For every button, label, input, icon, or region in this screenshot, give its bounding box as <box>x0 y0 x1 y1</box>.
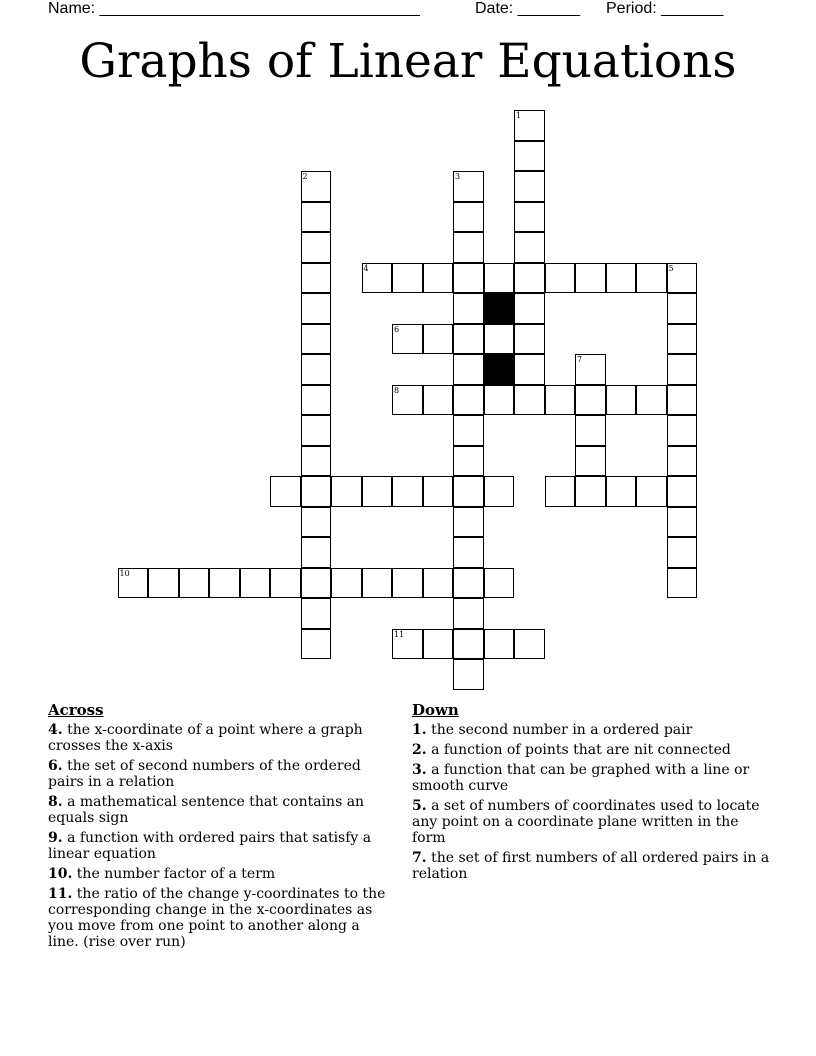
clue-number: 7 <box>577 355 583 364</box>
crossword-cell[interactable] <box>453 263 484 294</box>
across-clues <box>48 702 393 954</box>
crossword-cell[interactable] <box>453 629 484 660</box>
across-clue <box>48 794 393 826</box>
crossword-cell[interactable] <box>667 293 698 324</box>
crossword-cell[interactable] <box>301 415 332 446</box>
clue-number: 11. <box>48 886 73 902</box>
crossword-cell[interactable] <box>514 232 545 263</box>
clue-number: 2 <box>302 172 308 181</box>
clue-text: the second number in a ordered pair <box>426 722 693 738</box>
crossword-cell[interactable] <box>667 507 698 538</box>
crossword-cell[interactable] <box>301 232 332 263</box>
crossword-cell[interactable] <box>667 415 698 446</box>
crossword-cell[interactable] <box>575 263 606 294</box>
clue-number: 2. <box>412 742 427 758</box>
crossword-cell[interactable] <box>148 568 179 599</box>
clue-number: 9. <box>48 830 63 846</box>
crossword-cell[interactable] <box>453 507 484 538</box>
crossword-cell[interactable] <box>545 476 576 507</box>
crossword-cell[interactable] <box>606 263 637 294</box>
crossword-cell[interactable] <box>362 568 393 599</box>
crossword-cell[interactable] <box>453 476 484 507</box>
crossword-cell[interactable] <box>575 354 606 385</box>
crossword-cell[interactable] <box>575 415 606 446</box>
clue-text: the x-coordinate of a point where a graph crosses the x-axis <box>48 722 363 754</box>
clue-number: 8 <box>394 385 400 395</box>
clue-number: 10 <box>119 568 130 578</box>
crossword-cell[interactable] <box>514 141 545 172</box>
down-clues <box>412 702 772 886</box>
blocked-cell <box>484 354 515 385</box>
crossword-cell[interactable] <box>636 385 667 416</box>
crossword-cell[interactable] <box>453 354 484 385</box>
crossword-cell[interactable] <box>423 568 454 599</box>
crossword-cell[interactable] <box>392 324 423 355</box>
blocked-cell <box>484 293 515 324</box>
crossword-cell[interactable] <box>575 476 606 507</box>
crossword-cell[interactable] <box>484 385 515 416</box>
crossword-cell[interactable] <box>301 537 332 568</box>
crossword-cell[interactable] <box>636 476 667 507</box>
crossword-cell[interactable] <box>453 232 484 263</box>
down-clue <box>412 798 772 846</box>
crossword-cell[interactable] <box>301 446 332 477</box>
crossword-cell[interactable] <box>301 385 332 416</box>
crossword-cell[interactable] <box>453 202 484 233</box>
down-clue <box>412 742 772 758</box>
clue-number: 6. <box>48 758 63 774</box>
clue-text: a mathematical sentence that contains an equals sign <box>48 794 365 826</box>
across-clue <box>48 886 393 950</box>
crossword-cell[interactable] <box>667 263 698 294</box>
crossword-cell[interactable] <box>392 263 423 294</box>
crossword-cell[interactable] <box>514 263 545 294</box>
down-heading: Down <box>412 701 459 719</box>
crossword-cell[interactable] <box>301 568 332 599</box>
crossword-cell[interactable] <box>667 385 698 416</box>
crossword-cell[interactable] <box>301 263 332 294</box>
clue-text: a function with ordered pairs that satisfy a linear equation <box>48 830 372 862</box>
crossword-cell[interactable] <box>514 354 545 385</box>
crossword-cell[interactable] <box>606 385 637 416</box>
crossword-cell[interactable] <box>484 263 515 294</box>
crossword-cell[interactable] <box>514 385 545 416</box>
crossword-cell[interactable] <box>667 476 698 507</box>
clue-number: 5 <box>668 263 674 273</box>
clue-number: 7. <box>412 850 427 866</box>
clue-number: 11 <box>394 629 405 639</box>
crossword-cell[interactable] <box>392 385 423 416</box>
clue-text: the set of second numbers of the ordered pairs in a relation <box>48 758 361 790</box>
crossword-cell[interactable] <box>453 659 484 690</box>
crossword-cell[interactable] <box>636 263 667 294</box>
crossword-cell[interactable] <box>270 568 301 599</box>
crossword-cell[interactable] <box>453 171 484 202</box>
period-field[interactable]: Period: _______ <box>606 0 724 17</box>
down-clue <box>412 850 772 882</box>
crossword-cell[interactable] <box>575 385 606 416</box>
across-clue <box>48 866 393 882</box>
crossword-cell[interactable] <box>667 324 698 355</box>
name-field[interactable]: Name: ____________________________________ <box>48 0 420 17</box>
crossword-cell[interactable] <box>514 629 545 660</box>
crossword-cell[interactable] <box>484 568 515 599</box>
crossword-cell[interactable] <box>209 568 240 599</box>
clue-text: the ratio of the change y-coordinates to the corresponding change in the x-coordinates as you move from one point to another along a line. (rise over run) <box>48 886 386 950</box>
crossword-cell[interactable] <box>667 354 698 385</box>
crossword-cell[interactable] <box>667 568 698 599</box>
crossword-cell[interactable] <box>453 385 484 416</box>
crossword-cell[interactable] <box>514 171 545 202</box>
crossword-cell[interactable] <box>301 324 332 355</box>
down-clue <box>412 722 772 738</box>
clue-number: 8. <box>48 794 63 810</box>
clue-number: 3. <box>412 762 427 778</box>
crossword-cell[interactable] <box>667 537 698 568</box>
crossword-cell[interactable] <box>667 446 698 477</box>
crossword-cell[interactable] <box>270 476 301 507</box>
clue-text: a function that can be graphed with a line or smooth curve <box>412 762 750 794</box>
crossword-cell[interactable] <box>301 476 332 507</box>
crossword-cell[interactable] <box>301 293 332 324</box>
across-clue <box>48 830 393 862</box>
down-clue <box>412 762 772 794</box>
clue-text: a function of points that are nit connected <box>426 742 731 758</box>
crossword-cell[interactable] <box>301 598 332 629</box>
crossword-cell[interactable] <box>362 263 393 294</box>
crossword-cell[interactable] <box>423 324 454 355</box>
crossword-cell[interactable] <box>423 263 454 294</box>
crossword-cell[interactable] <box>392 629 423 660</box>
across-heading: Across <box>48 701 104 719</box>
clue-text: a set of numbers of coordinates used to locate any point on a coordinate plane written in the form <box>412 798 760 846</box>
crossword-cell[interactable] <box>423 476 454 507</box>
page-title: Graphs of Linear Equations <box>79 34 737 89</box>
crossword-cell[interactable] <box>545 263 576 294</box>
clue-number: 4 <box>363 263 369 273</box>
crossword-cell[interactable] <box>423 629 454 660</box>
crossword-cell[interactable] <box>484 476 515 507</box>
clue-number: 6 <box>394 324 400 334</box>
crossword-cell[interactable] <box>606 476 637 507</box>
crossword-cell[interactable] <box>453 446 484 477</box>
crossword-cell[interactable] <box>545 385 576 416</box>
crossword-cell[interactable] <box>484 629 515 660</box>
crossword-cell[interactable] <box>301 202 332 233</box>
crossword-cell[interactable] <box>453 568 484 599</box>
date-field[interactable]: Date: _______ <box>475 0 580 17</box>
crossword-cell[interactable] <box>423 385 454 416</box>
across-clue <box>48 758 393 790</box>
crossword-cell[interactable] <box>514 293 545 324</box>
clue-text: the set of first numbers of all ordered pairs in a relation <box>412 850 770 882</box>
crossword-cell[interactable] <box>514 202 545 233</box>
crossword-cell[interactable] <box>301 354 332 385</box>
crossword-cell[interactable] <box>301 171 332 202</box>
clue-text: the number factor of a term <box>72 866 276 882</box>
crossword-cell[interactable] <box>453 293 484 324</box>
crossword-cell[interactable] <box>453 537 484 568</box>
crossword-cell[interactable] <box>362 476 393 507</box>
crossword-cell[interactable] <box>240 568 271 599</box>
crossword-cell[interactable] <box>575 446 606 477</box>
crossword-cell[interactable] <box>453 415 484 446</box>
clue-number: 10. <box>48 866 73 882</box>
clue-number: 3 <box>455 172 461 181</box>
clue-number: 4. <box>48 722 63 738</box>
crossword-cell[interactable] <box>453 324 484 355</box>
crossword-cell[interactable] <box>453 598 484 629</box>
crossword-cell[interactable] <box>331 476 362 507</box>
crossword-cell[interactable] <box>118 568 149 599</box>
crossword-cell[interactable] <box>392 568 423 599</box>
clue-number: 1. <box>412 722 427 738</box>
crossword-cell[interactable] <box>484 324 515 355</box>
crossword-cell[interactable] <box>301 629 332 660</box>
crossword-cell[interactable] <box>514 324 545 355</box>
clue-number: 1 <box>516 111 522 120</box>
crossword-cell[interactable] <box>301 507 332 538</box>
crossword-cell[interactable] <box>179 568 210 599</box>
across-clue <box>48 722 393 754</box>
crossword-cell[interactable] <box>331 568 362 599</box>
clue-number: 5. <box>412 798 427 814</box>
crossword-cell[interactable] <box>514 110 545 141</box>
crossword-cell[interactable] <box>392 476 423 507</box>
